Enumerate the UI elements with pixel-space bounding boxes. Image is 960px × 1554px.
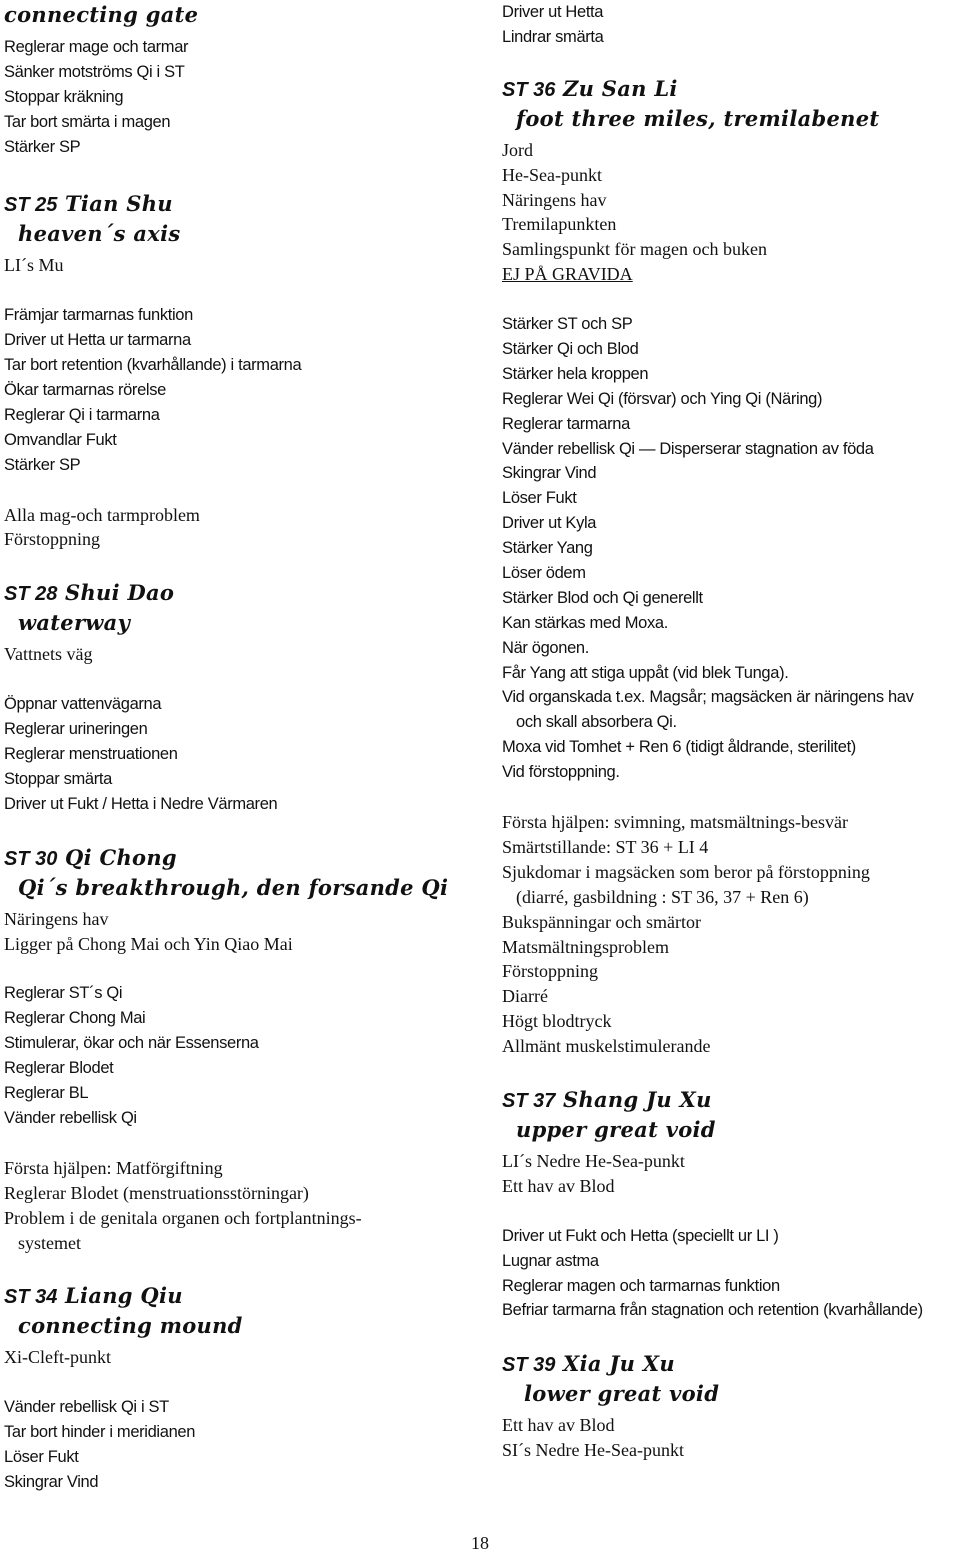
text-line: Reglerar BL [4,1084,89,1103]
text-line: Reglerar magen och tarmarnas funktion [502,1276,780,1295]
text-line: och skall absorbera Qi. [516,713,677,732]
point-heading-st39 [502,1349,958,1409]
text-line: Stärker SP [4,455,81,474]
text-line: Öppnar vattenvägarna [4,695,162,714]
text-line: Tar bort retention (kvarhållande) i tarmarna [4,356,302,375]
text-line: Ligger på Chong Mai och Yin Qiao Mai [4,933,293,954]
point-code-name [4,578,480,608]
text-line: Stärker Blod och Qi generellt [502,588,703,607]
text-line: Högt blodtryck [502,1011,612,1032]
point-code: ST 30 [4,847,58,870]
effects-list [4,1395,480,1495]
point-translation: heaven´s axis [18,221,181,247]
point-heading-st28 [4,578,480,638]
indications-list [4,1156,480,1256]
point-heading-st34 [4,1281,480,1341]
text-line: Främjar tarmarnas funktion [4,306,193,325]
text-line: Omvandlar Fukt [4,430,117,449]
text-line: Reglerar Blodet [4,1059,114,1078]
point-code: ST 28 [4,583,58,606]
text-line: He-Sea-punkt [502,164,602,185]
text-line: Reglerar urineringen [4,720,148,739]
point-heading-st37 [502,1085,958,1145]
text-line: När ögonen. [502,638,589,657]
indications-list [502,810,958,1059]
text-line: Löser Fukt [4,1448,79,1467]
point-translation: waterway [18,610,131,636]
text-line: Stärker Yang [502,539,593,558]
point-info [4,907,480,957]
warning-text: EJ PÅ GRAVIDA [502,264,633,285]
text-line: (diarré, gasbildning : ST 36, 37 + Ren 6) [516,886,809,907]
text-line: Vänder rebellisk Qi — Disperserar stagnation av föda [502,439,874,458]
point-name: Zu San Li [562,75,678,101]
point-code: ST 34 [4,1286,58,1309]
right-column [502,0,958,1463]
text-line: LI´s Mu [4,255,64,276]
indications-list [4,503,480,553]
text-line: Alla mag-och tarmproblem [4,504,200,525]
text-line: Vänder rebellisk Qi [4,1108,137,1127]
text-line: Reglerar menstruationen [4,745,178,764]
text-line: Reglerar Chong Mai [4,1009,146,1028]
point-code-name [4,843,480,873]
text-line: Sänker motströms Qi i ST [4,62,185,81]
text-line: Tremilapunkten [502,214,617,235]
text-line: Vid förstoppning. [502,763,620,782]
text-line: Reglerar ST´s Qi [4,984,123,1003]
text-line: Stärker SP [4,137,81,156]
effects-list [502,1224,958,1324]
text-line: Förstoppning [502,961,599,982]
text-line: Tar bort hinder i meridianen [4,1423,196,1442]
text-line: Matsmältningsproblem [502,936,669,957]
text-line: Driver ut Fukt och Hetta (speciellt ur LI ) [502,1226,779,1245]
point-name: Xia Ju Xu [562,1351,675,1377]
point-code: ST 25 [4,194,58,217]
text-line: Får Yang att stiga uppåt (vid blek Tunga). [502,663,789,682]
text-line: Driver ut Fukt / Hetta i Nedre Värmaren [4,794,278,813]
left-column [4,0,480,1495]
text-line: Stärker Qi och Blod [502,340,639,359]
pregnancy-warning [502,262,958,287]
point-translation: upper great void [516,1116,716,1142]
text-line: Befriar tarmarna från stagnation och retention (kvarhållande) [502,1301,923,1320]
text-line: Allmänt muskelstimulerande [502,1036,711,1057]
effects-list [4,303,480,477]
text-line: Ett hav av Blod [502,1175,615,1196]
text-line: Bukspänningar och smärtor [502,911,701,932]
text-line: Stoppar smärta [4,769,112,788]
text-line: Diarré [502,986,548,1007]
text-line: Reglerar tarmarna [502,414,630,433]
page-number: 18 [471,1533,489,1553]
point-info [502,1149,958,1199]
text-line: Vid organskada t.ex. Magsår; magsäcken är näringens hav [502,688,914,707]
point-code: ST 39 [502,1354,556,1377]
text-line: Problem i de genitala organen och fortplantnings- [4,1207,362,1228]
text-line: Reglerar Qi i tarmarna [4,405,160,424]
point-translation: foot three miles, tremilabenet [516,105,880,131]
text-line: Näringens hav [4,908,109,929]
section-heading-translation: connecting gate [4,2,199,27]
text-line: Kan stärkas med Moxa. [502,613,668,632]
text-line: Stoppar kräkning [4,87,124,106]
point-translation: connecting mound [18,1313,243,1339]
effects-list [502,0,958,50]
text-line: Reglerar Blodet (menstruationsstörningar) [4,1182,309,1203]
point-code-name [4,189,480,219]
text-line: Driver ut Hetta ur tarmarna [4,331,191,350]
text-line: Xi-Cleft-punkt [4,1347,111,1368]
text-line: Stärker ST och SP [502,315,633,334]
text-line: Lugnar astma [502,1251,599,1270]
point-name: Qi Chong [64,844,177,870]
point-code: ST 37 [502,1089,556,1112]
point-code-name [502,74,958,104]
text-line: SI´s Nedre He-Sea-punkt [502,1440,684,1461]
text-line: Reglerar mage och tarmar [4,38,189,56]
effects-list [4,692,480,816]
text-line: Samlingspunkt för magen och buken [502,239,767,260]
point-name: Shui Dao [64,580,175,606]
text-line: Driver ut Kyla [502,514,597,533]
text-line: Löser ödem [502,564,586,583]
point-name: Shang Ju Xu [562,1086,712,1112]
text-line: Skingrar Vind [502,464,597,483]
text-line: Tar bort smärta i magen [4,112,171,131]
text-line: Förstoppning [4,529,101,550]
top-heading-block [4,0,480,30]
text-line: Moxa vid Tomhet + Ren 6 (tidigt åldrande, sterilitet) [502,738,856,757]
text-line: systemet [18,1232,81,1253]
text-line: Lindrar smärta [502,27,604,46]
point-translation: lower great void [524,1381,720,1407]
text-line: Reglerar Wei Qi (försvar) och Ying Qi (Näring) [502,389,823,408]
point-code-name [4,1281,480,1311]
effects-list [4,35,480,159]
text-line: Stimulerar, ökar och när Essenserna [4,1034,259,1053]
point-heading-st25 [4,189,480,249]
text-line: Ett hav av Blod [502,1415,615,1436]
text-line: Driver ut Hetta [502,3,604,21]
point-info [502,1413,958,1463]
text-line: Första hjälpen: svimning, matsmältnings-besvär [502,812,848,833]
point-translation: Qi´s breakthrough, den forsande Qi [18,874,449,900]
point-code-name [502,1349,958,1379]
point-heading-st30 [4,843,480,903]
text-line: Sjukdomar i magsäcken som beror på förstoppning [502,861,870,882]
text-line: Jord [502,139,533,160]
point-heading-st36 [502,74,958,134]
text-line: Vattnets väg [4,644,93,665]
effects-list [502,312,958,785]
effects-list [4,981,480,1130]
point-name: Tian Shu [64,191,173,217]
point-info [4,642,480,667]
text-line: Skingrar Vind [4,1472,99,1491]
point-info [4,253,480,278]
point-name: Liang Qiu [64,1283,183,1309]
text-line: Första hjälpen: Matförgiftning [4,1157,223,1178]
text-line: Stärker hela kroppen [502,364,649,383]
point-info [502,138,958,262]
text-line: LI´s Nedre He-Sea-punkt [502,1150,685,1171]
text-line: Smärtstillande: ST 36 + LI 4 [502,836,709,857]
text-line: Löser Fukt [502,489,577,508]
point-info [4,1345,480,1370]
text-line: Vänder rebellisk Qi i ST [4,1398,169,1417]
point-code: ST 36 [502,78,556,101]
text-line: Ökar tarmarnas rörelse [4,381,166,400]
point-code-name [502,1085,958,1115]
text-line: Näringens hav [502,189,607,210]
